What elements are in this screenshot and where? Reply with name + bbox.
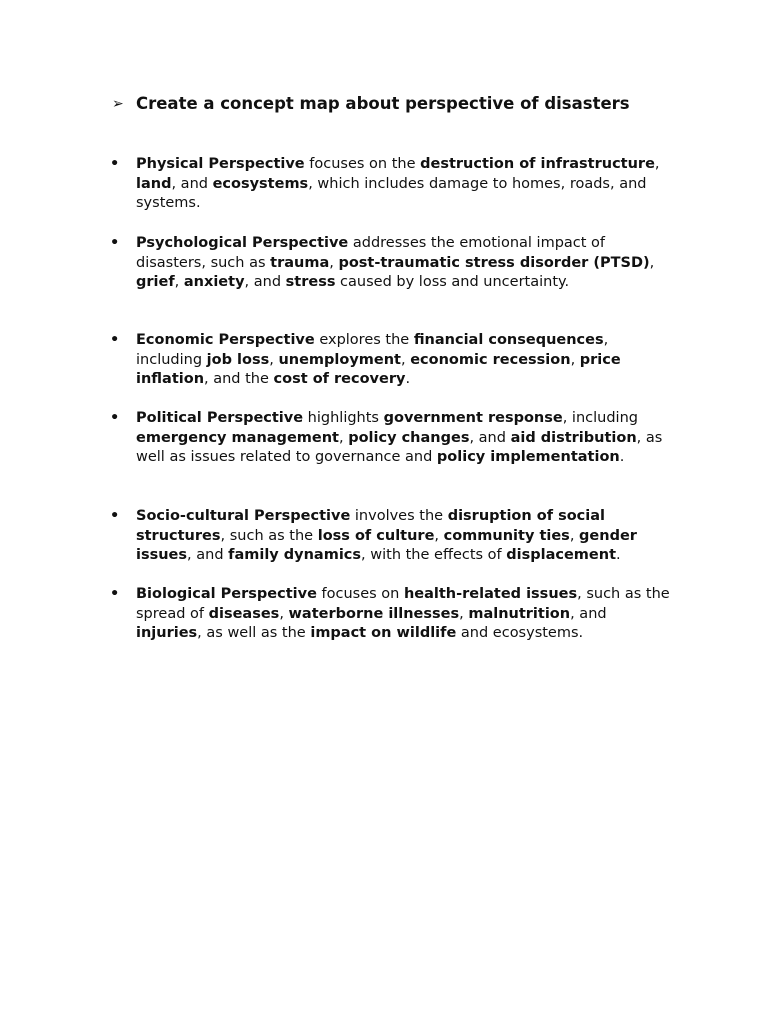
text-run: , and the [204, 371, 274, 388]
text-run: caused by loss and uncertainty. [335, 274, 570, 291]
text-run: , [649, 254, 655, 271]
bold-term: waterborne illnesses [288, 605, 460, 622]
text-run: , and [187, 547, 229, 564]
text-run: , such as the spread of [136, 586, 670, 622]
bold-term: community ties [443, 527, 570, 544]
text-run: . [619, 449, 625, 466]
text-run: addresses the emotional impact of disasters, such as [136, 235, 606, 271]
bold-term: Political Perspective [136, 410, 304, 426]
list-item-text [136, 507, 670, 566]
list-item-text [136, 409, 670, 468]
page-heading [112, 92, 712, 116]
bold-term: displacement [506, 547, 617, 564]
bullet-icon: • [110, 508, 120, 524]
bold-term: land [136, 175, 172, 192]
bold-term: injuries [136, 625, 198, 642]
list-item-text [136, 234, 670, 293]
bold-term: loss of culture [317, 527, 435, 544]
bold-term: cost of recovery [273, 371, 406, 388]
bold-term: grief [136, 274, 175, 291]
list-item-political [110, 409, 670, 468]
bold-term: trauma [270, 254, 330, 271]
bold-term: health-related issues [403, 586, 578, 602]
bold-term: post-traumatic stress disorder (PTSD) [338, 254, 650, 271]
text-run: , including [136, 332, 609, 368]
text-run: involves the [350, 508, 448, 524]
text-run: , [434, 527, 444, 544]
text-run: focuses on [316, 586, 404, 602]
text-run: , which includes damage to homes, roads, and systems. [136, 175, 647, 212]
text-run: , [174, 274, 184, 291]
list-item-economic [110, 331, 670, 390]
bold-term: policy implementation [436, 449, 620, 466]
bold-term: government response [383, 410, 563, 426]
bold-term: aid distribution [510, 429, 637, 446]
list-item-text [136, 155, 670, 214]
bold-term: anxiety [183, 274, 245, 291]
text-run: , [569, 527, 580, 544]
text-run: , [654, 156, 660, 172]
list-item-socio-cultural [110, 507, 670, 566]
bold-term: family dynamics [228, 547, 362, 564]
list-item-physical [110, 155, 670, 214]
text-run: , and [469, 429, 511, 446]
bold-term: economic recession [410, 351, 571, 368]
bold-term: policy changes [348, 429, 470, 446]
bold-term: Physical Perspective [136, 156, 305, 172]
bold-term: gender issues [136, 527, 637, 564]
bullet-icon: • [110, 586, 120, 602]
text-run: focuses on the [304, 156, 421, 172]
bold-term: malnutrition [468, 605, 571, 622]
bullet-icon: • [110, 410, 120, 426]
text-run: , [570, 351, 580, 368]
bold-term: emergency management [136, 429, 339, 446]
bold-term: Socio-cultural Perspective [136, 508, 351, 524]
list-item-psychological [110, 234, 670, 293]
bold-term: unemployment [278, 351, 401, 368]
bold-term: price inflation [136, 351, 621, 388]
text-run: , and [244, 274, 286, 291]
bold-term: financial consequences [413, 332, 604, 348]
heading-title: Create a concept map about perspective of disasters [136, 94, 630, 113]
text-run: explores the [314, 332, 414, 348]
bold-term: diseases [208, 605, 280, 622]
text-run: , [329, 254, 339, 271]
bold-term: ecosystems [212, 175, 309, 192]
text-run: , as well as issues related to governance and [136, 429, 663, 466]
text-run: , [401, 351, 411, 368]
text-run: . [405, 371, 411, 388]
bold-term: destruction of infrastructure [420, 156, 655, 172]
bold-term: impact on wildlife [310, 625, 457, 642]
bold-term: Biological Perspective [136, 586, 317, 602]
bold-term: Psychological Perspective [136, 235, 349, 251]
text-run: , and [171, 175, 213, 192]
bold-term: job loss [206, 351, 270, 368]
bullet-icon: • [110, 235, 120, 251]
text-run: . [616, 547, 621, 564]
arrow-bullet-icon: ➢ [112, 96, 124, 112]
text-run: , with the effects of [361, 547, 507, 564]
text-run: highlights [303, 410, 384, 426]
bold-term: Economic Perspective [136, 332, 315, 348]
text-run: , and [570, 605, 607, 622]
list-item-text [136, 331, 670, 390]
bold-term: disruption of social structures [136, 508, 605, 544]
bullet-icon: • [110, 156, 120, 172]
text-run: , as well as the [197, 625, 311, 642]
text-run: , [338, 429, 349, 446]
text-run: , [459, 605, 469, 622]
bold-term: stress [285, 274, 336, 291]
text-run: , [269, 351, 279, 368]
text-run: , including [562, 410, 638, 426]
text-run: , such as the [220, 527, 318, 544]
bullet-icon: • [110, 332, 120, 348]
list-item-text [136, 585, 670, 644]
list-item-biological [110, 585, 670, 644]
text-run: , [279, 605, 289, 622]
text-run: and ecosystems. [456, 625, 584, 642]
